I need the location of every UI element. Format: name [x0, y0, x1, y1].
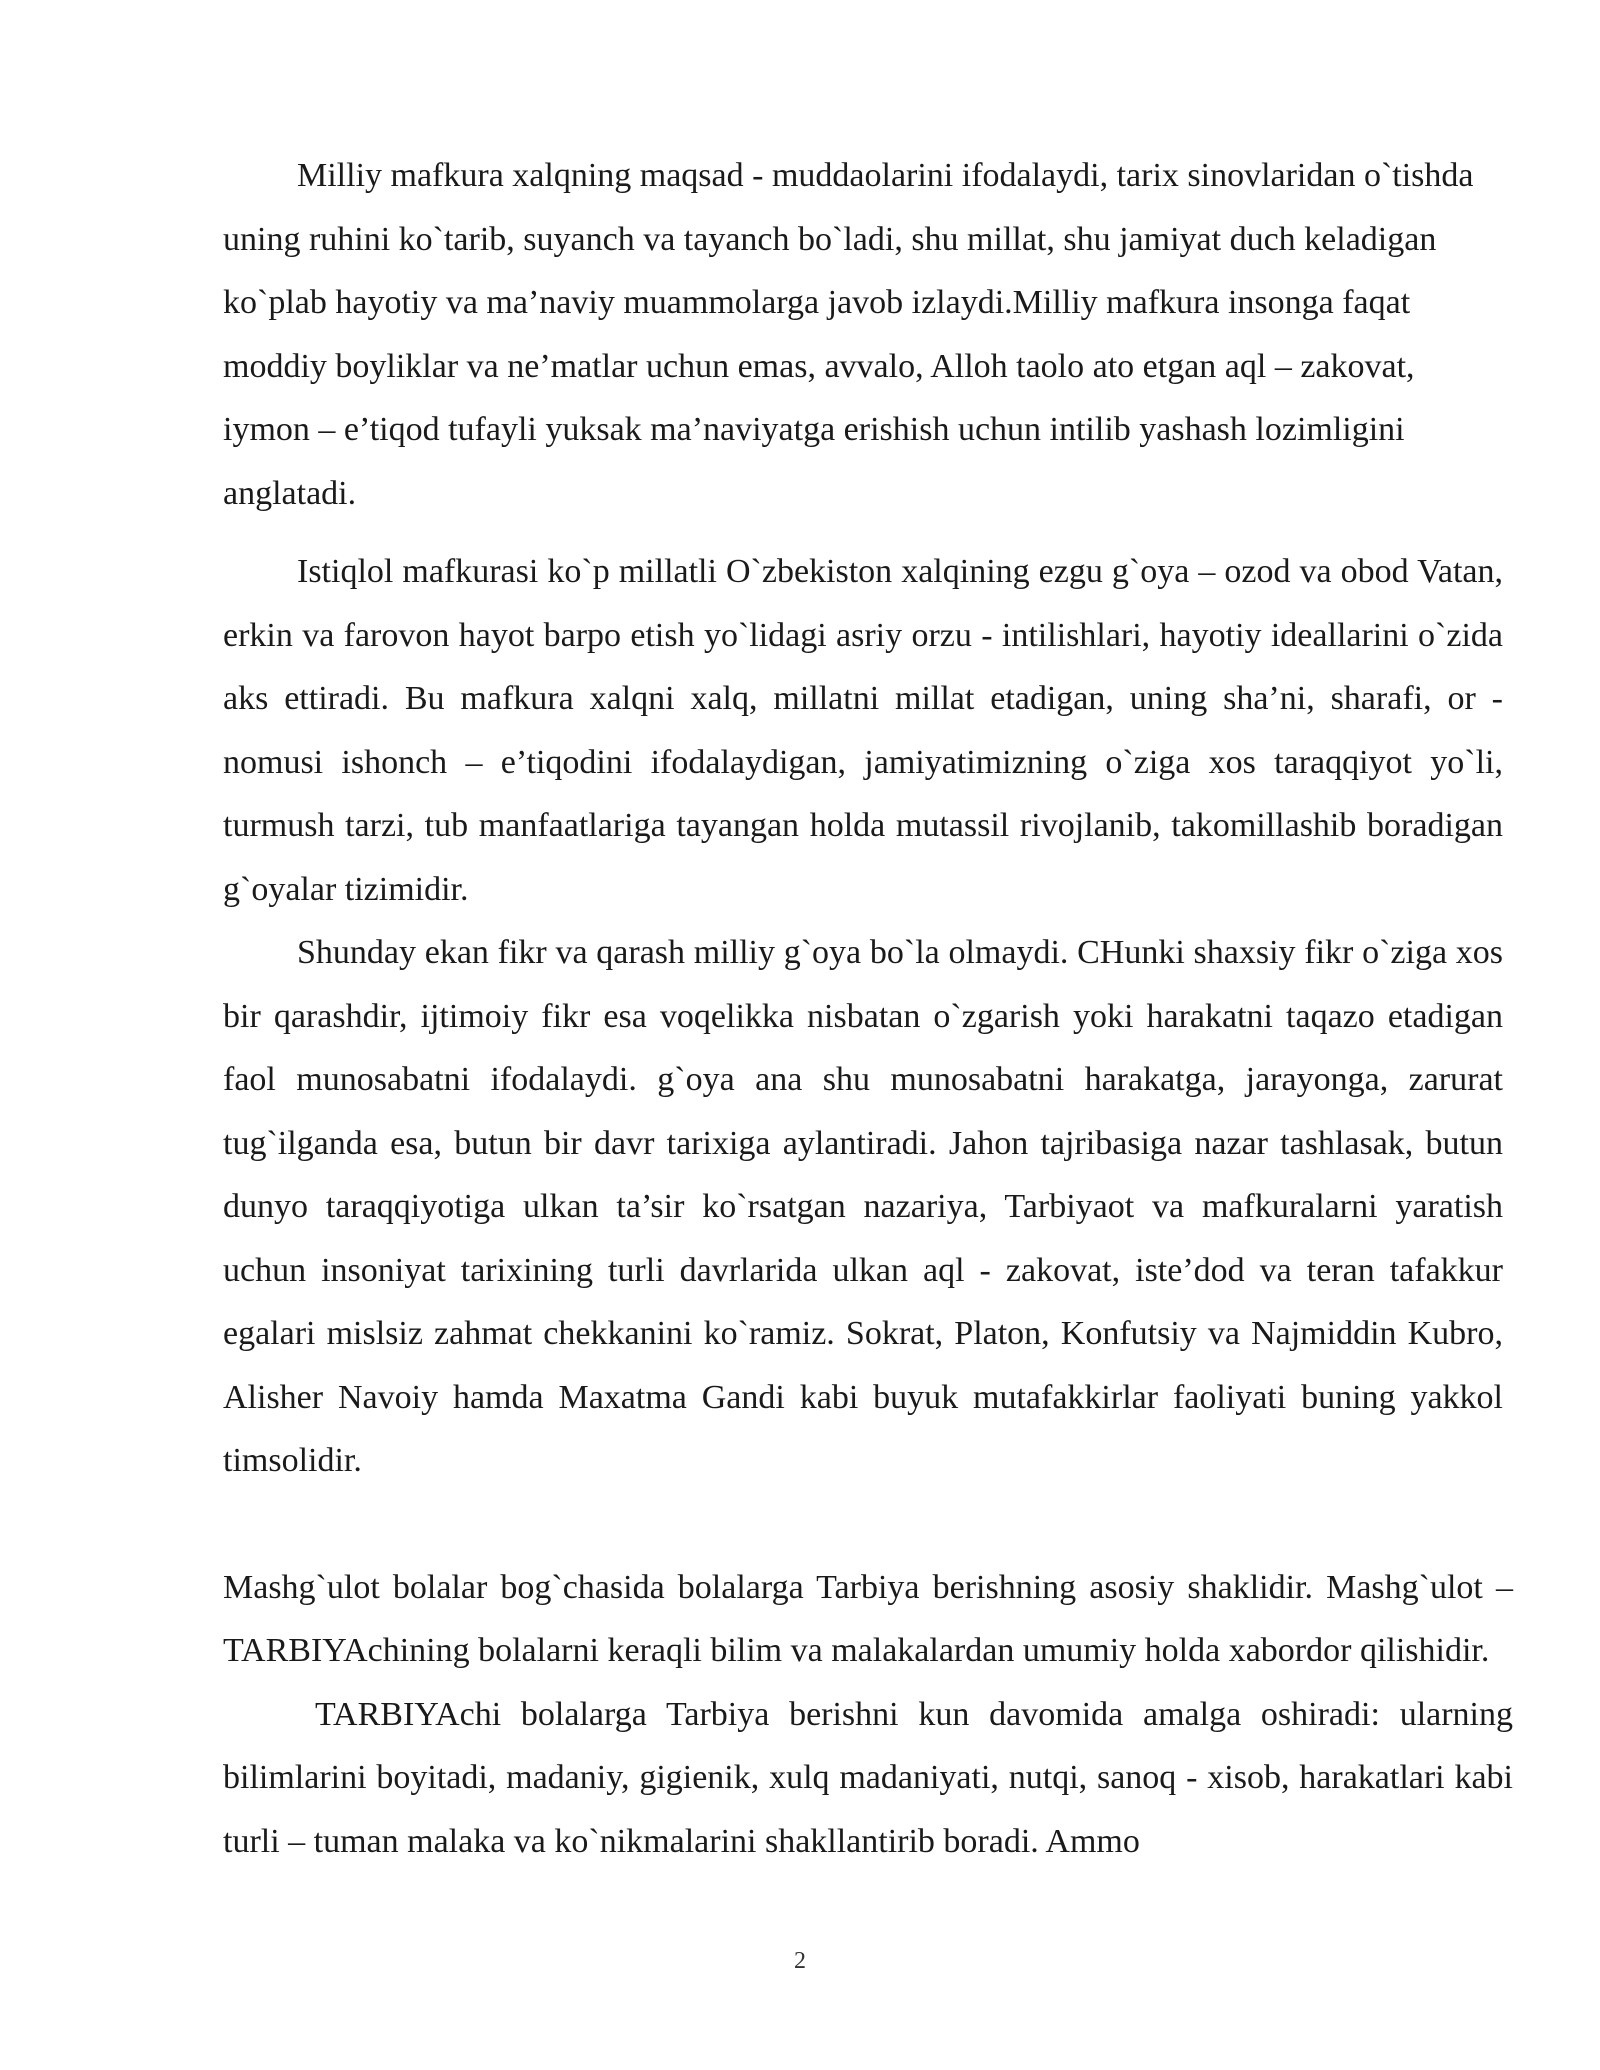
page-number: 2 [794, 1948, 806, 1974]
paragraph-mashgulot: Mashg`ulot bolalar bog`chasida bolalarga Tarbiya berishning asosiy shaklidir. Mashg`ulot – TARBIYAchining bolalarni keraqli bilim va malakalardan umumiy holda xabordor qilishidir. [223, 1568, 1513, 1669]
paragraph-milliy-mafkura: Milliy mafkura xalqning maqsad - muddaolarini ifodalaydi, tarix sinovlaridan o`tishda uning ruhini ko`tarib, suyanch va tayanch bo`ladi, shu millat, shu jamiyat duch keladigan ko`plab hayotiy va ma’naviy muammolarga javob izlaydi.Milliy mafkura insonga faqat moddiy boyliklar va ne’matlar uchun emas, avvalo, Alloh taolo ato etgan aql – zakovat, iymon – e’tiqod tufayli yuksak ma’naviyatga erishish uchun intilib yashash lozimligini anglatadi. [223, 157, 1474, 512]
paragraph-shunday-ekan: Shunday ekan fikr va qarash milliy g`oya bo`la olmaydi. CHunki shaxsiy fikr o`ziga xos bir qarashdir, ijtimoiy fikr esa voqelikka nisbatan o`zgarish yoki harakatni taqazo etadigan faol munosabatni ifodalaydi. g`oya ana shu munosabatni harakatga, jarayonga, zarurat tug`ilganda esa, butun bir davr tarixiga aylantiradi. Jahon tajribasiga nazar tashlasak, butun dunyo taraqqiyotiga ulkan ta’sir ko`rsatgan nazariya, Tarbiyaot va mafkuralarni yaratish uchun insoniyat tarixining turli davrlarida ulkan aql - zakovat, iste’dod va teran tafakkur egalari mislsiz zahmat chekkanini ko`ramiz. Sokrat, Platon, Konfutsiy va Najmiddin Kubro, Alisher Navoiy hamda Maxatma Gandi kabi buyuk mutafakkirlar faoliyati buning yakkol timsolidir. [223, 934, 1503, 1479]
paragraph-tarbiyachi: TARBIYAchi bolalarga Tarbiya berishni kun davomida amalga oshiradi: ularning bilimlarini boyitadi, madaniy, gigienik, xulq madaniyati, nutqi, sanoq - xisob, harakatlari kabi turli – tuman malaka va ko`nikmalarini shakllantirib boradi. Ammo [223, 1695, 1513, 1860]
paragraph-istiqlol-mafkurasi: Istiqlol mafkurasi ko`p millatli O`zbekiston xalqining ezgu g`oya – ozod va obod Vatan, erkin va farovon hayot barpo etish yo`lidagi asriy orzu - intilishlari, hayotiy ideallarini o`zida aks ettiradi. Bu mafkura xalqni xalq, millatni millat etadigan, uning sha’ni, sharafi, or - nomusi ishonch – e’tiqodini ifodalaydigan, jamiyatimizning o`ziga xos taraqqiyot yo`li, turmush tarzi, tub manfaatlariga tayangan holda mutassil rivojlanib, takomillashib boradigan g`oyalar tizimidir. [223, 553, 1503, 908]
page-body [223, 144, 1513, 1873]
